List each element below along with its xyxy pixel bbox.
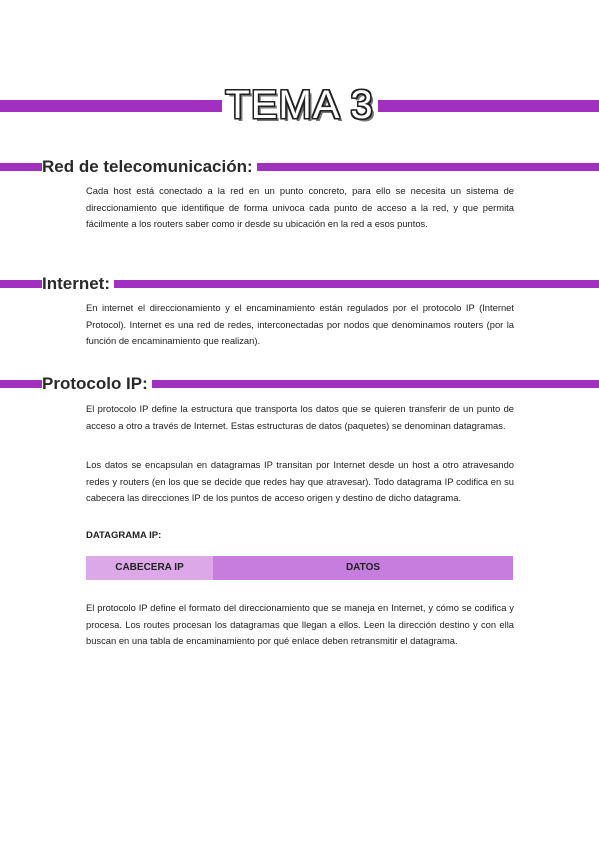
page-title: TEMA 3 xyxy=(225,83,374,127)
section-paragraph: Cada host está conectado a la red en un punto concreto, para ello se necesita un sistema de direccionamiento que identifique de forma univoca cada punto de acceso a la red, y que permita fácilmente a los routers saber como ir desde su ubicación en la red a esos puntos. xyxy=(86,185,514,229)
datagram-data-cell: DATOS xyxy=(213,556,513,580)
section-heading-red: Red de telecomunicación: xyxy=(42,157,257,177)
section-paragraph: El protocolo IP define la estructura que transporta los datos que se quieren transferir de un punto de acceso a otro a través de Internet. Estas estructuras de datos (paquetes) se denominan datagramas. xyxy=(86,403,514,431)
datagram-header-cell: CABECERA IP xyxy=(86,556,213,580)
datagram-label: DATAGRAMA IP: xyxy=(86,530,162,541)
section-paragraph: Los datos se encapsulan en datagramas IP transitan por Internet desde un host a otro atravesando redes y routers (en los que se decide que redes hay que atravesar). Todo datagrama IP codifica en su cabecera las direcciones IP de los puntos de acceso origen y destino de dicho datagrama. xyxy=(86,459,514,503)
section-paragraph: En internet el direccionamiento y el encaminamiento están regulados por el protocolo IP (Internet Protocol). Internet es una red de redes, interconectadas por nodos que denominamos routers (por la función de encaminamiento que realizan). xyxy=(86,302,514,346)
section-paragraph: El protocolo IP define el formato del direccionamiento que se maneja en Internet, y cómo se codifica y procesa. Los routes procesan los datagramas que llegan a ellos. Leen la dirección destino y con ella buscan en una tabla de encaminamiento por qué enlace deben retransmitir el datagrama. xyxy=(86,602,514,646)
section-heading-internet: Internet: xyxy=(42,274,114,294)
section-heading-protocolo-ip: Protocolo IP: xyxy=(42,374,152,394)
